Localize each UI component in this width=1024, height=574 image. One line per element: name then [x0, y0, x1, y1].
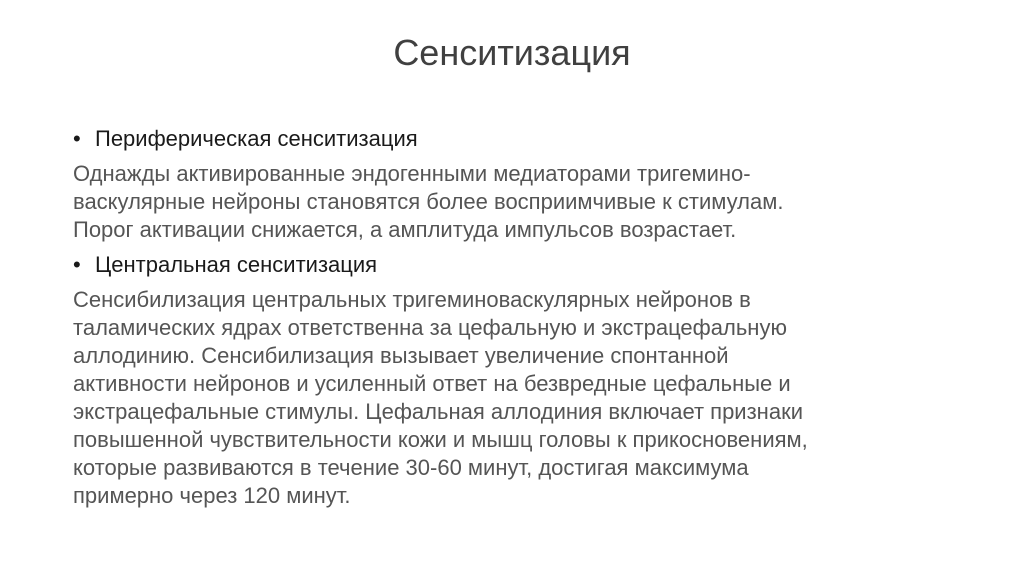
slide-content	[73, 124, 953, 514]
bullet-heading-central: Центральная сенситизация	[95, 252, 378, 277]
paragraph-peripheral: Однажды активированные эндогенными медиаторами тригемино- васкулярные нейроны становятся более восприимчивые к стимулам. Порог активации снижается, а амплитуда импульсов возрастает.	[73, 161, 784, 242]
bullet-peripheral	[73, 124, 953, 154]
bullet-marker: •	[73, 252, 81, 277]
bullet-heading-peripheral: Периферическая сенситизация	[95, 126, 418, 151]
paragraph-central: Сенсибилизация центральных тригеминоваскулярных нейронов в таламических ядрах ответственна за цефальную и экстрацефальную аллодинию. Сенсибилизация вызывает увеличение спонтанной активности нейронов и усиленный ответ на безвредные цефальные и экстрацефальные стимулы. Цефальная аллодиния включает признаки повышенной чувствительности кожи и мышц головы к прикосновениям, которые развиваются в течение 30-60 минут, достигая максимума примерно через 120 минут.	[73, 287, 808, 508]
bullet-marker: •	[73, 126, 81, 151]
bullet-central	[73, 250, 953, 280]
slide-title: Сенситизация	[393, 32, 631, 73]
